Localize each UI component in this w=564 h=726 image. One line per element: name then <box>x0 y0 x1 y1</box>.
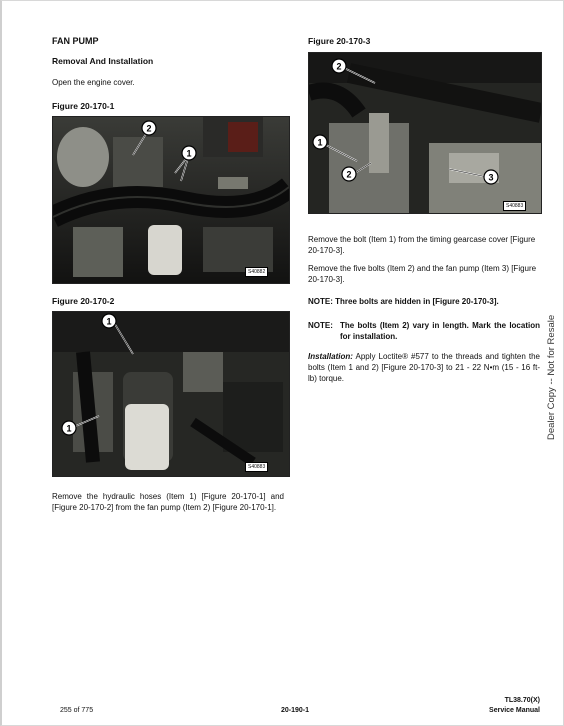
hoses-instruction: Remove the hydraulic hoses (Item 1) [Figure 20-170-1] and [Figure 20-170-2] from the fan pump (Item 2) [Figure 20-170-1]. <box>52 492 284 512</box>
subsection-heading: Removal And Installation <box>52 56 154 66</box>
figure2-code: S40883 <box>245 462 268 472</box>
svg-text:1: 1 <box>317 137 323 148</box>
note-bolt-length <box>308 320 540 342</box>
page-number: 20-190-1 <box>281 707 310 714</box>
svg-text:1: 1 <box>106 316 112 327</box>
svg-text:1: 1 <box>66 423 72 434</box>
installation-label: Installation: <box>308 352 353 361</box>
svg-text:1: 1 <box>186 148 192 159</box>
note-hidden-bolts <box>308 296 540 307</box>
installation-instruction <box>308 351 540 384</box>
page-count: 255 of 775 <box>60 707 94 714</box>
installation-text: Apply Loctite® #577 to the threads and tighten the bolts (Item 1 and 2) [Figure 20-170-3] to 21 - 22 N•m (15 - 16 ft-lb) torque. <box>308 352 540 383</box>
five-bolts-instruction: Remove the five bolts (Item 2) and the fan pump (Item 3) [Figure 20-170-3]. <box>308 264 537 284</box>
svg-text:2: 2 <box>346 169 352 180</box>
figure2-label: Figure 20-170-2 <box>52 296 115 306</box>
model-number: TL38.70(X) <box>504 697 540 704</box>
section-heading: FAN PUMP <box>52 36 99 46</box>
figure2-photo <box>52 311 290 477</box>
manual-title: Service Manual <box>489 707 540 714</box>
note-label: NOTE: <box>308 321 333 330</box>
svg-text:3: 3 <box>488 172 494 183</box>
figure3-code: S40883 <box>503 201 526 211</box>
figure3-label: Figure 20-170-3 <box>308 36 371 46</box>
svg-text:2: 2 <box>146 123 152 134</box>
figure1-label: Figure 20-170-1 <box>52 101 115 111</box>
bolt-instruction: Remove the bolt (Item 1) from the timing gearcase cover [Figure 20-170-3]. <box>308 235 536 255</box>
note-label: NOTE: <box>308 297 333 306</box>
side-watermark: Dealer Copy -- Not for Resale <box>546 314 557 440</box>
step-open-cover: Open the engine cover. <box>52 78 135 87</box>
figure1-photo <box>52 116 290 284</box>
svg-text:2: 2 <box>336 61 342 72</box>
figure1-code: S40882 <box>245 267 268 277</box>
figure3-photo <box>308 52 542 214</box>
note-text: The bolts (Item 2) vary in length. Mark the location for installation. <box>340 321 540 341</box>
note-text: Three bolts are hidden in [Figure 20-170-3]. <box>335 297 499 306</box>
